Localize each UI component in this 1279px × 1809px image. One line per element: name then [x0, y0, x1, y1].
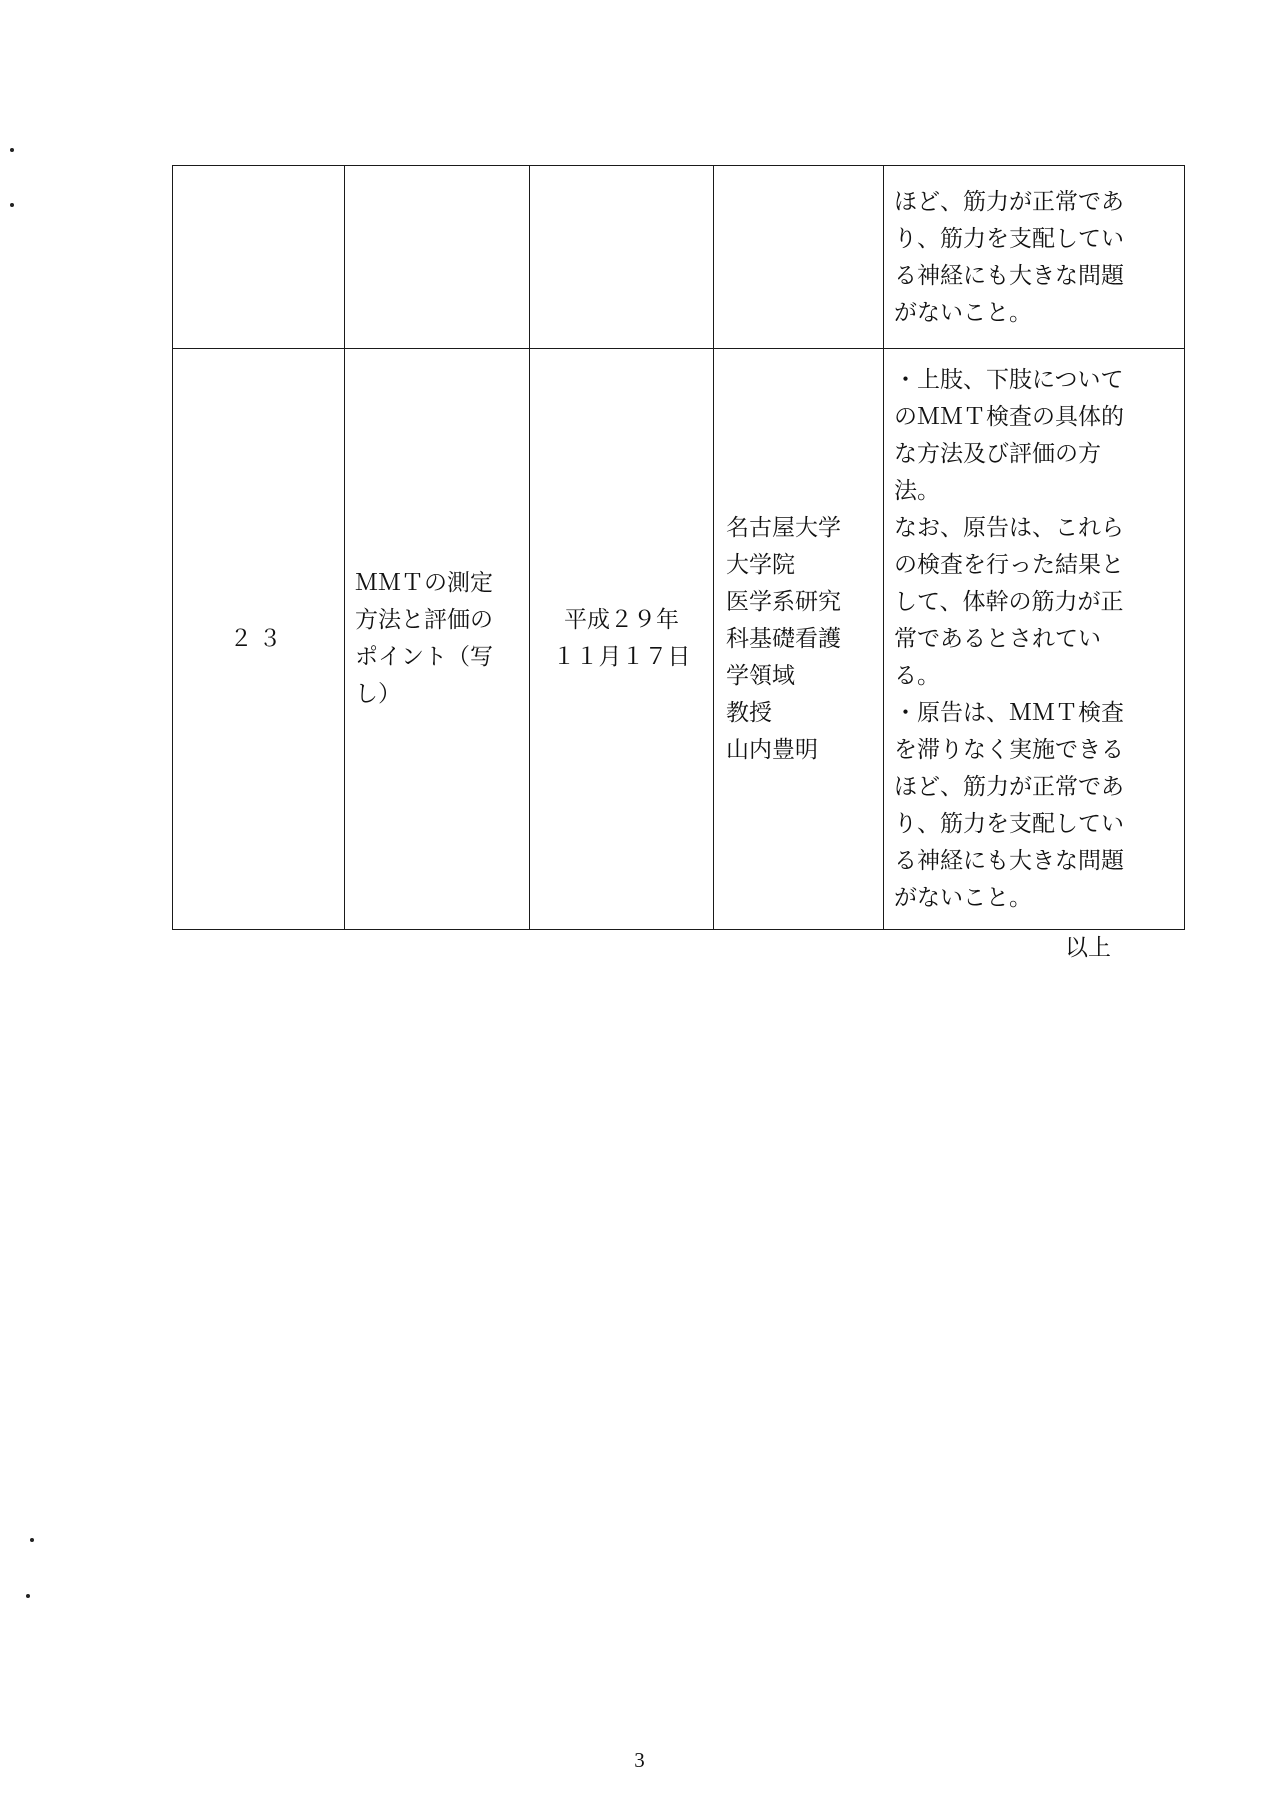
title-cell	[345, 166, 530, 349]
purpose-line: を滞りなく実施できる	[894, 736, 1124, 763]
table-row-continued	[173, 166, 1185, 349]
binding-mark	[10, 148, 14, 152]
purpose-cell	[884, 349, 1185, 930]
purpose-line: ・原告は、ＭＭＴ検査	[894, 699, 1124, 726]
purpose-line: り、筋力を支配してい	[894, 226, 1124, 252]
closing-text: 以上	[1065, 935, 1111, 961]
binding-mark	[26, 1594, 30, 1598]
author-cell	[714, 349, 884, 930]
title-line: 方法と評価の	[355, 607, 493, 633]
purpose-line: がないこと。	[894, 300, 1032, 326]
author-line: 医学系研究	[726, 588, 841, 615]
number-cell	[173, 166, 345, 349]
table-row-23	[173, 349, 1185, 930]
author-line: 山内豊明	[726, 736, 818, 763]
purpose-line: の検査を行った結果と	[894, 551, 1124, 578]
purpose-line: 常であるとされてい	[894, 625, 1101, 652]
purpose-line: な方法及び評価の方	[894, 440, 1101, 467]
purpose-line: ほど、筋力が正常であ	[894, 189, 1124, 215]
purpose-line: なお、原告は、これら	[894, 514, 1124, 541]
binding-mark	[30, 1538, 34, 1542]
purpose-cell	[884, 166, 1185, 349]
purpose-line: のＭＭＴ検査の具体的	[894, 403, 1124, 430]
purpose-line: る神経にも大きな問題	[894, 847, 1124, 874]
date-cell	[530, 349, 714, 930]
title-line: ポイント（写	[355, 644, 493, 670]
purpose-line: る。	[894, 662, 940, 689]
date-line: 平成２９年	[564, 607, 679, 633]
number-cell: ２３	[173, 349, 345, 930]
author-line: 学領域	[726, 662, 795, 689]
purpose-line: り、筋力を支配してい	[894, 810, 1124, 837]
title-line: し）	[355, 681, 401, 707]
purpose-line: がないこと。	[894, 884, 1032, 911]
purpose-line: ・上肢、下肢について	[894, 366, 1124, 393]
author-line: 名古屋大学	[726, 514, 841, 541]
date-cell	[530, 166, 714, 349]
binding-mark	[10, 203, 14, 207]
author-line: 大学院	[726, 551, 795, 578]
author-cell	[714, 166, 884, 349]
purpose-line: 法。	[894, 477, 940, 504]
purpose-line: して、体幹の筋力が正	[894, 588, 1124, 615]
evidence-table	[172, 165, 1185, 930]
page-number: 3	[634, 1748, 645, 1772]
date-line: １１月１７日	[552, 644, 691, 670]
purpose-line: る神経にも大きな問題	[894, 263, 1124, 289]
title-line: ＭＭＴの測定	[355, 570, 493, 596]
title-cell	[345, 349, 530, 930]
purpose-line: ほど、筋力が正常であ	[894, 773, 1124, 800]
author-line: 教授	[726, 699, 772, 726]
author-line: 科基礎看護	[726, 625, 841, 652]
